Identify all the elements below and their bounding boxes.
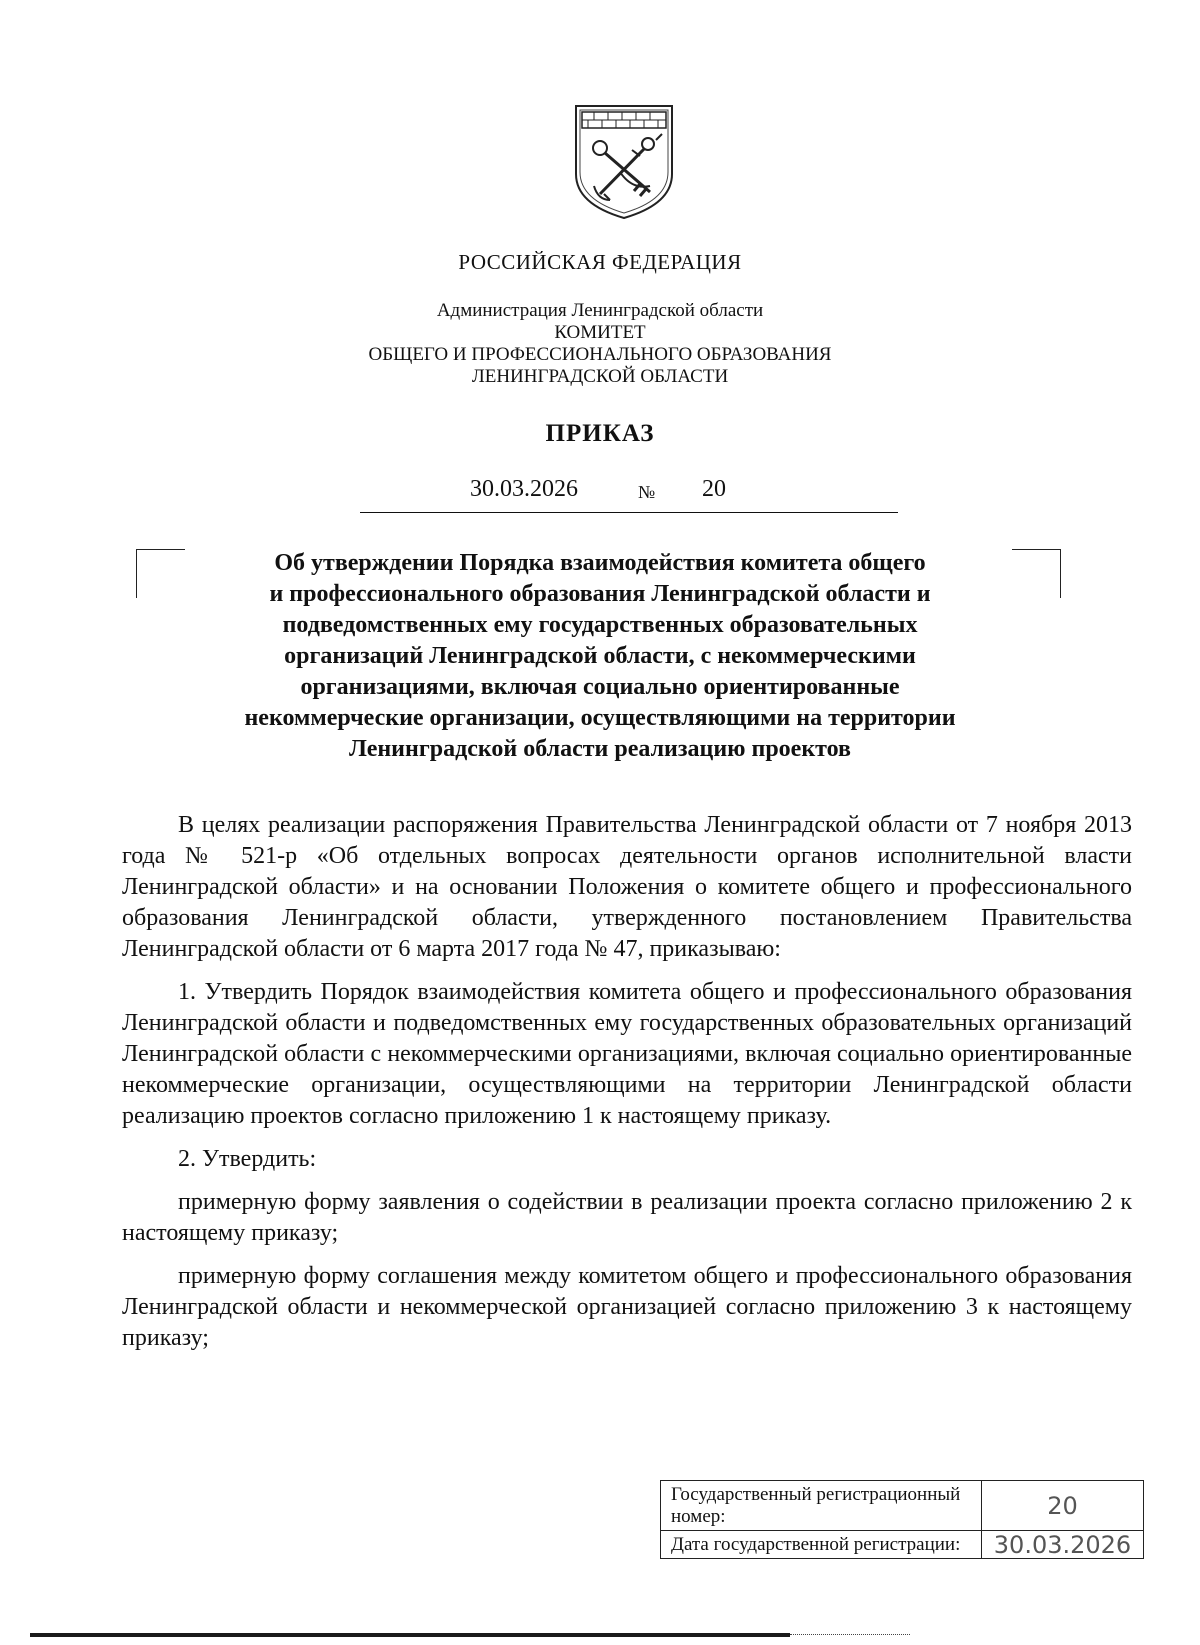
clause-2-item-agreement-form: примерную форму соглашения между комитетом общего и профессионального образования Ленинградской области и некоммерческой организацией согласно приложению 3 к настоящему приказу; <box>122 1263 1132 1351</box>
clause-1-paragraph: 1. Утвердить Порядок взаимодействия комитета общего и профессионального образования Ленинградской области и подведомственных ему государственных образовательных организаций Ленинградской области с некоммерческими организациями, включая социально ориентированные некоммерческие организации, осуществляющими на территории Ленинградской области реализацию проектов согласно приложению 1 к настоящему приказу. <box>122 979 1132 1129</box>
page-bottom-rule-dotted <box>790 1634 910 1635</box>
subject-bracket-left <box>136 549 185 598</box>
subject-line: некоммерческие организации, осуществляющими на территории <box>244 705 956 731</box>
org-line-administration: Администрация Ленинградской области <box>436 300 764 321</box>
number-sign: № <box>638 482 656 502</box>
page-bottom-rule <box>30 1633 790 1637</box>
clause-2-paragraph: 2. Утвердить: <box>178 1146 317 1172</box>
coat-of-arms-icon <box>570 100 678 222</box>
registration-date-label: Дата государственной регистрации: <box>661 1531 982 1559</box>
document-type-title: ПРИКАЗ <box>545 420 655 447</box>
order-date: 30.03.2026 <box>470 476 578 502</box>
country-name: РОССИЙСКАЯ ФЕДЕРАЦИЯ <box>458 250 742 274</box>
order-date-number-line <box>360 476 898 513</box>
org-line-committee: КОМИТЕТ <box>554 322 646 343</box>
clause-2-item-application-form: примерную форму заявления о содействии в реализации проекта согласно приложению 2 к настоящему приказу; <box>122 1189 1132 1246</box>
org-line-committee-name: ОБЩЕГО И ПРОФЕССИОНАЛЬНОГО ОБРАЗОВАНИЯ <box>368 344 832 365</box>
registration-date-row <box>661 1531 1144 1559</box>
subject-line: Ленинградской области реализацию проектов <box>348 736 851 762</box>
registration-number-row <box>661 1481 1144 1531</box>
registration-number-label: Государственный регистрационный номер: <box>661 1481 982 1531</box>
registration-date-value: 30.03.2026 <box>982 1531 1144 1559</box>
subject-line: организаций Ленинградской области, с некоммерческими <box>284 643 916 669</box>
subject-bracket-right <box>1012 549 1061 598</box>
preamble-paragraph: В целях реализации распоряжения Правительства Ленинградской области от 7 ноября 2013 года № 521-р «Об отдельных вопросах деятельности органов исполнительной власти Ленинградской области» и на основании Положения о комитете общего и профессионального образования Ленинградской области, утвержденного постановлением Правительства Ленинградской области от 6 марта 2017 года № 47, приказываю: <box>122 812 1132 962</box>
registration-number-value: 20 <box>982 1481 1144 1531</box>
registration-stamp-table <box>660 1480 1144 1559</box>
order-number: 20 <box>702 476 726 502</box>
order-subject <box>190 548 1010 765</box>
subject-line: подведомственных ему государственных образовательных <box>282 612 918 638</box>
subject-line: организациями, включая социально ориентированные <box>300 674 900 700</box>
org-line-region: ЛЕНИНГРАДСКОЙ ОБЛАСТИ <box>471 366 729 387</box>
order-body <box>122 810 1132 1366</box>
subject-line: и профессионального образования Ленинградской области и <box>269 581 931 607</box>
issuing-authority <box>0 300 1200 388</box>
subject-line: Об утверждении Порядка взаимодействия комитета общего <box>274 550 926 576</box>
